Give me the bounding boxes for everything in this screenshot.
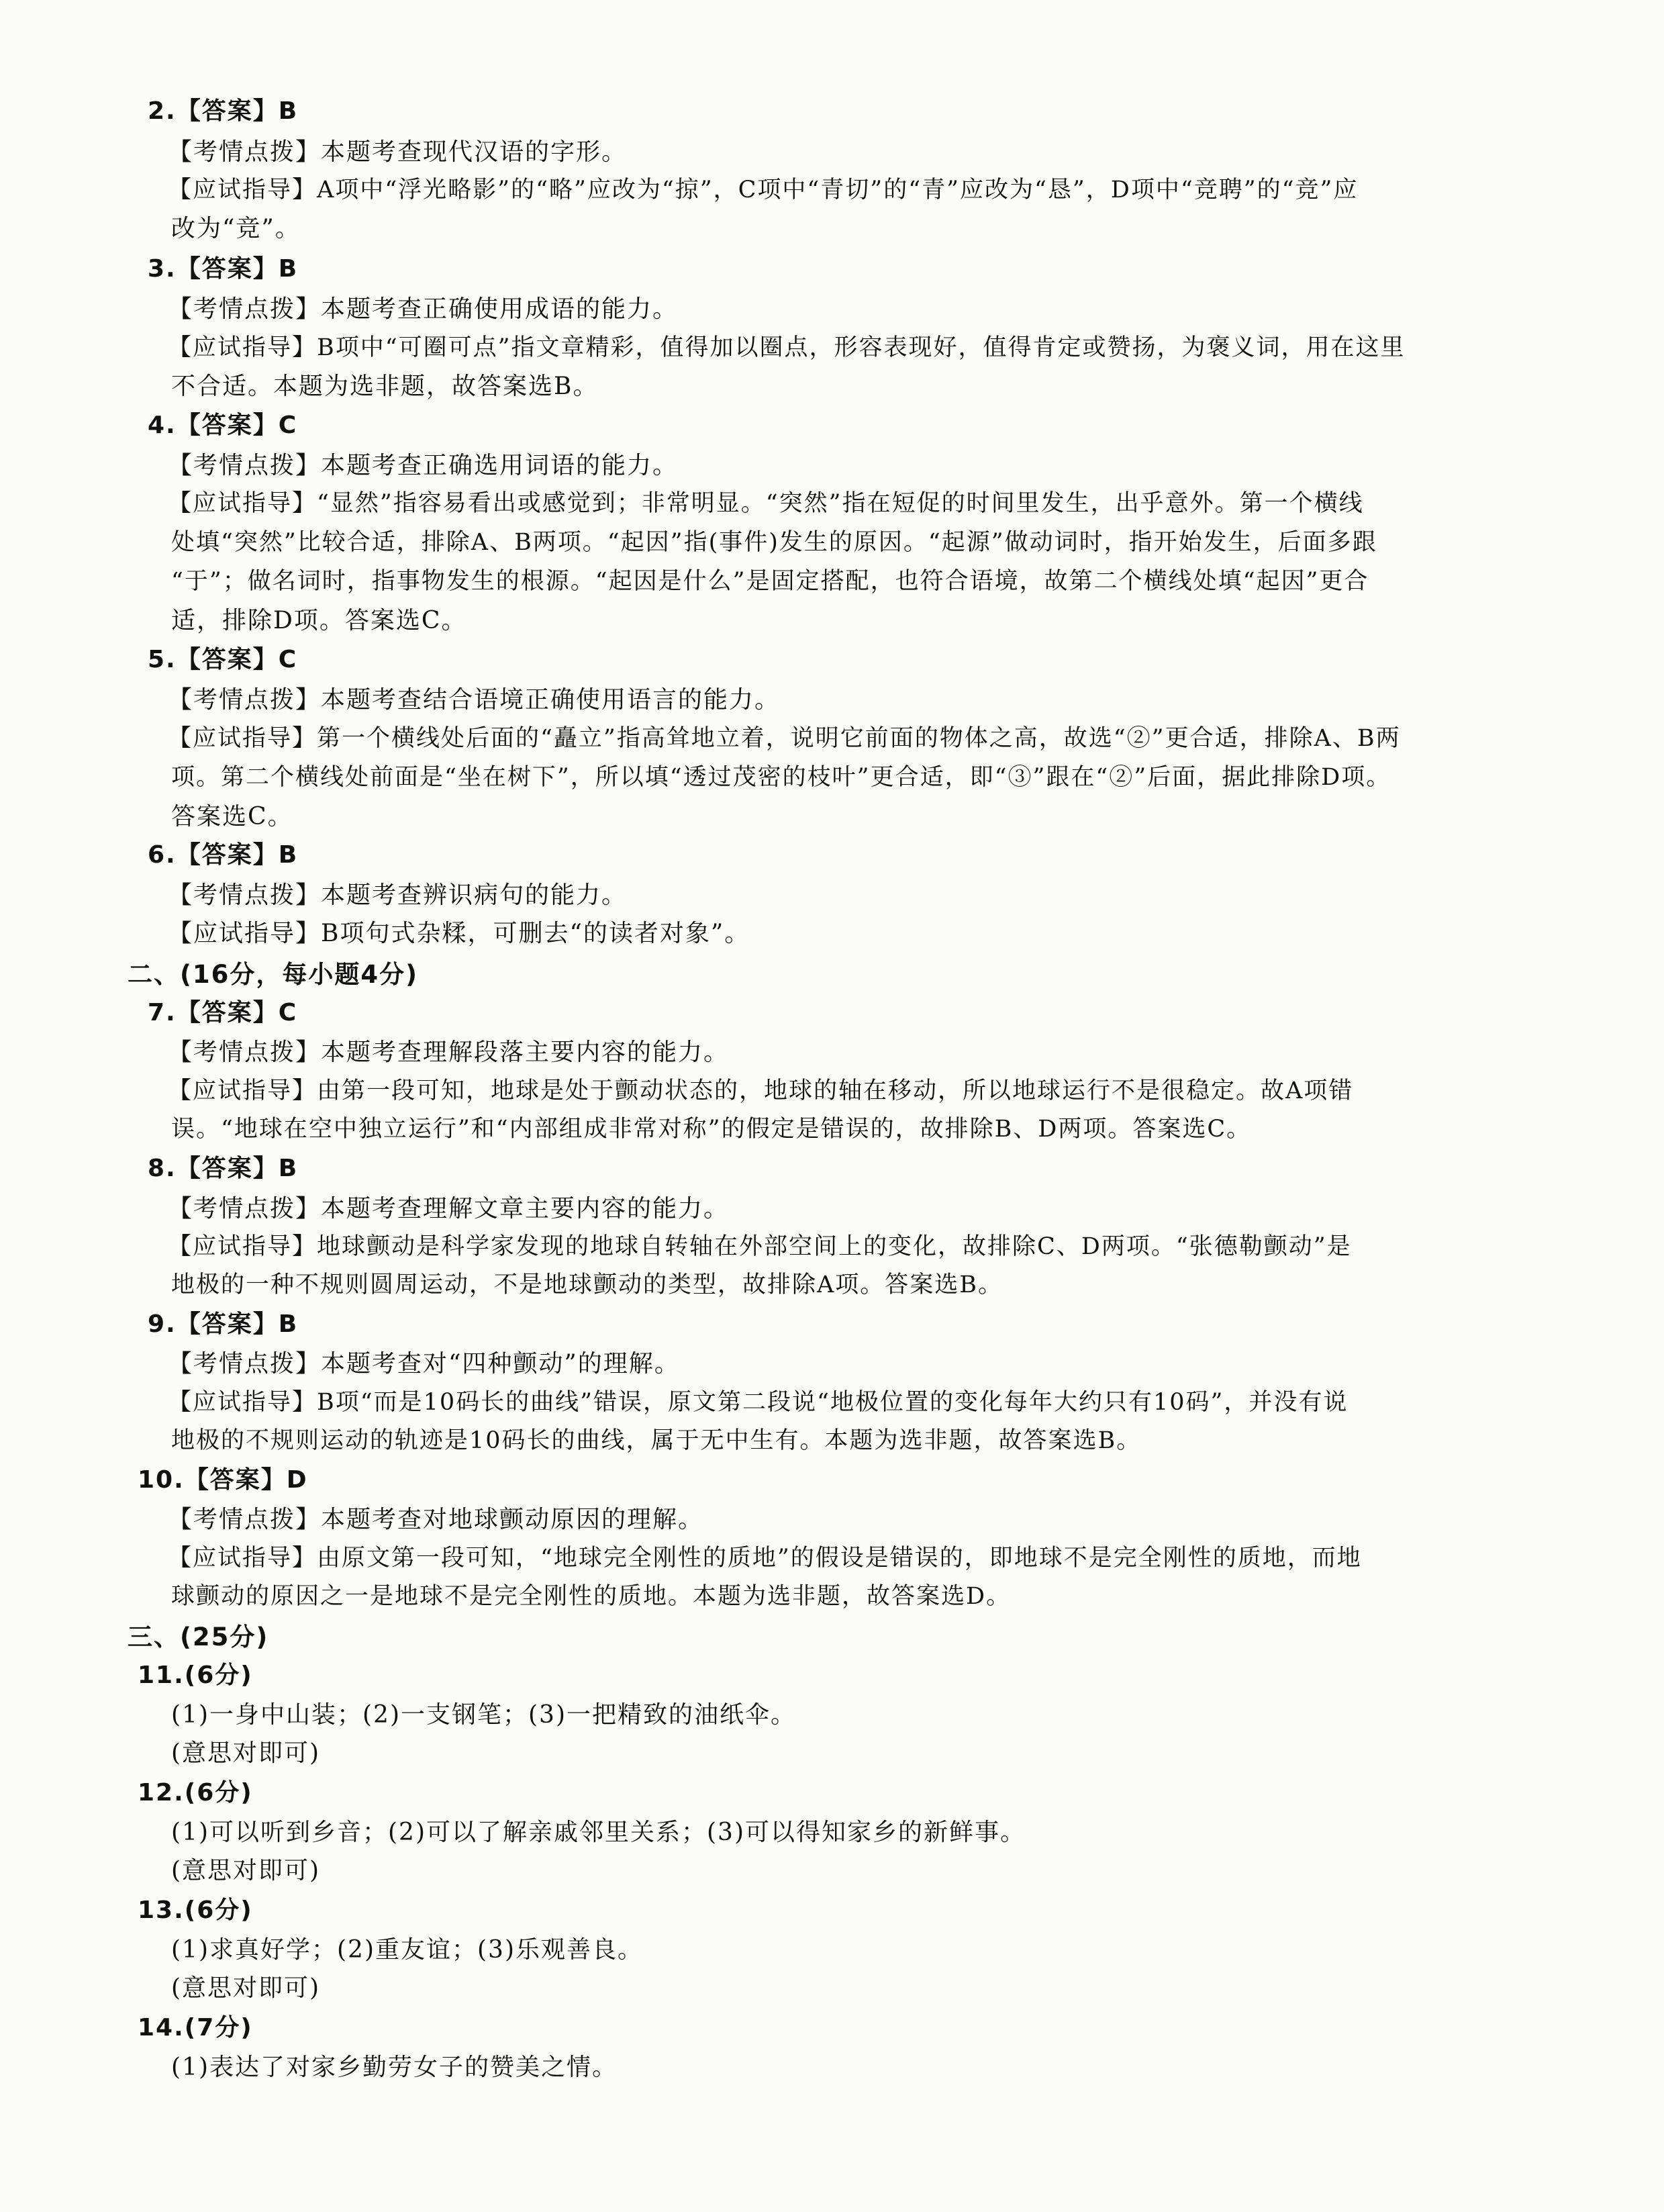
document-line: “于”；做名词时，指事物发生的根源。“起因是什么”是固定搭配，也符合语境，故第二个横线处填“起因”更合 <box>171 568 1369 595</box>
section-heading: 8.【答案】B <box>148 1155 299 1182</box>
document-line: 【考情点拨】本题考查结合语境正确使用语言的能力。 <box>168 686 781 714</box>
document-line: (1)一身中山装；(2)一支钢笔；(3)一把精致的油纸伞。 <box>171 1701 796 1729</box>
document-line: (意思对即可) <box>171 1739 321 1767</box>
document-line: 【考情点拨】本题考查理解文章主要内容的能力。 <box>168 1195 730 1222</box>
document-line: 【应试指导】A项中“浮光略影”的“略”应改为“掠”，C项中“青切”的“青”应改为“恳”，D项中“竞聘”的“竞”应 <box>168 177 1359 203</box>
section-heading: 7.【答案】C <box>148 999 298 1026</box>
section-heading: 12.(6分) <box>138 1779 253 1807</box>
section-heading: 6.【答案】B <box>148 841 299 869</box>
section-heading: 11.(6分) <box>138 1662 253 1689</box>
document-line: 球颤动的原因之一是地球不是完全刚性的质地。本题为选非题，故答案选D。 <box>171 1583 1012 1610</box>
document-line: 【考情点拨】本题考查正确使用成语的能力。 <box>168 295 679 323</box>
document-line: (1)求真好学；(2)重友谊；(3)乐观善良。 <box>171 1936 643 1964</box>
document-line: 不合适。本题为选非题，故答案选B。 <box>171 373 599 400</box>
document-line: (1)表达了对家乡勤劳女子的赞美之情。 <box>171 2054 618 2081</box>
document-line: 地极的一种不规则圆周运动，不是地球颤动的类型，故排除A项。答案选B。 <box>171 1271 1003 1298</box>
document-line: 【考情点拨】本题考查对“四种颤动”的理解。 <box>168 1350 680 1378</box>
document-line: (意思对即可) <box>171 1974 321 2002</box>
document-line: 【考情点拨】本题考查现代汉语的字形。 <box>168 138 628 166</box>
section-heading: 三、(25分) <box>128 1623 269 1651</box>
document-line: 处填“突然”比较合适，排除A、B两项。“起因”指(事件)发生的原因。“起源”做动词时，指开始发生，后面多跟 <box>171 529 1377 556</box>
document-line: 【考情点拨】本题考查正确选用词语的能力。 <box>168 452 679 479</box>
document-line: 【应试指导】第一个横线处后面的“矗立”指高耸地立着，说明它前面的物体之高，故选“②”更合适，排除A、B两 <box>168 725 1401 752</box>
document-line: 【应试指导】B项“而是10码长的曲线”错误，原文第二段说“地极位置的变化每年大约只有10码”，并没有说 <box>168 1389 1349 1416</box>
section-heading: 3.【答案】B <box>148 255 299 283</box>
document-line: 项。第二个横线处前面是“坐在树下”，所以填“透过茂密的枝叶”更合适，即“③”跟在“②”后面，据此排除D项。 <box>171 764 1391 791</box>
section-heading: 2.【答案】B <box>148 97 299 125</box>
document-line: 【考情点拨】本题考查辨识病句的能力。 <box>168 881 628 909</box>
section-heading: 5.【答案】C <box>148 646 298 673</box>
document-line: 【应试指导】由第一段可知，地球是处于颤动状态的，地球的轴在移动，所以地球运行不是很稳定。故A项错 <box>168 1077 1354 1104</box>
document-line: 【应试指导】由原文第一段可知，“地球完全刚性的质地”的假设是错误的，即地球不是完全刚性的质地，而地 <box>168 1545 1362 1572</box>
document-line: 适，排除D项。答案选C。 <box>171 607 467 634</box>
document-line: 【考情点拨】本题考查对地球颤动原因的理解。 <box>168 1506 704 1533</box>
document-line: 【应试指导】B项句式杂糅，可删去“的读者对象”。 <box>168 920 750 947</box>
section-heading: 4.【答案】C <box>148 412 298 439</box>
document-line: 【应试指导】地球颤动是科学家发现的地球自转轴在外部空间上的变化，故排除C、D两项。“张德勒颤动”是 <box>168 1233 1352 1260</box>
section-heading: 二、(16分，每小题4分) <box>128 960 419 989</box>
document-line: 【考情点拨】本题考查理解段落主要内容的能力。 <box>168 1039 730 1066</box>
section-heading: 10.【答案】D <box>138 1466 308 1494</box>
section-heading: 14.(7分) <box>138 2014 253 2041</box>
document-line: 地极的不规则运动的轨迹是10码长的曲线，属于无中生有。本题为选非题，故答案选B。 <box>171 1427 1142 1454</box>
document-line: 误。“地球在空中独立运行”和“内部组成非常对称”的假定是错误的，故排除B、D两项。答案选C。 <box>171 1116 1252 1143</box>
document-line: (1)可以听到乡音；(2)可以了解亲戚邻里关系；(3)可以得知家乡的新鲜事。 <box>171 1819 1026 1846</box>
document-line: 【应试指导】B项中“可圈可点”指文章精彩，值得加以圈点，形容表现好，值得肯定或赞扬，为褒义词，用在这里 <box>168 334 1406 361</box>
section-heading: 13.(6分) <box>138 1896 253 1924</box>
document-line: 【应试指导】“显然”指容易看出或感觉到；非常明显。“突然”指在短促的时间里发生，出乎意外。第一个横线 <box>168 490 1364 517</box>
document-line: (意思对即可) <box>171 1857 321 1884</box>
document-line: 答案选C。 <box>171 803 293 830</box>
section-heading: 9.【答案】B <box>148 1310 299 1338</box>
document-line: 改为“竞”。 <box>171 215 301 242</box>
